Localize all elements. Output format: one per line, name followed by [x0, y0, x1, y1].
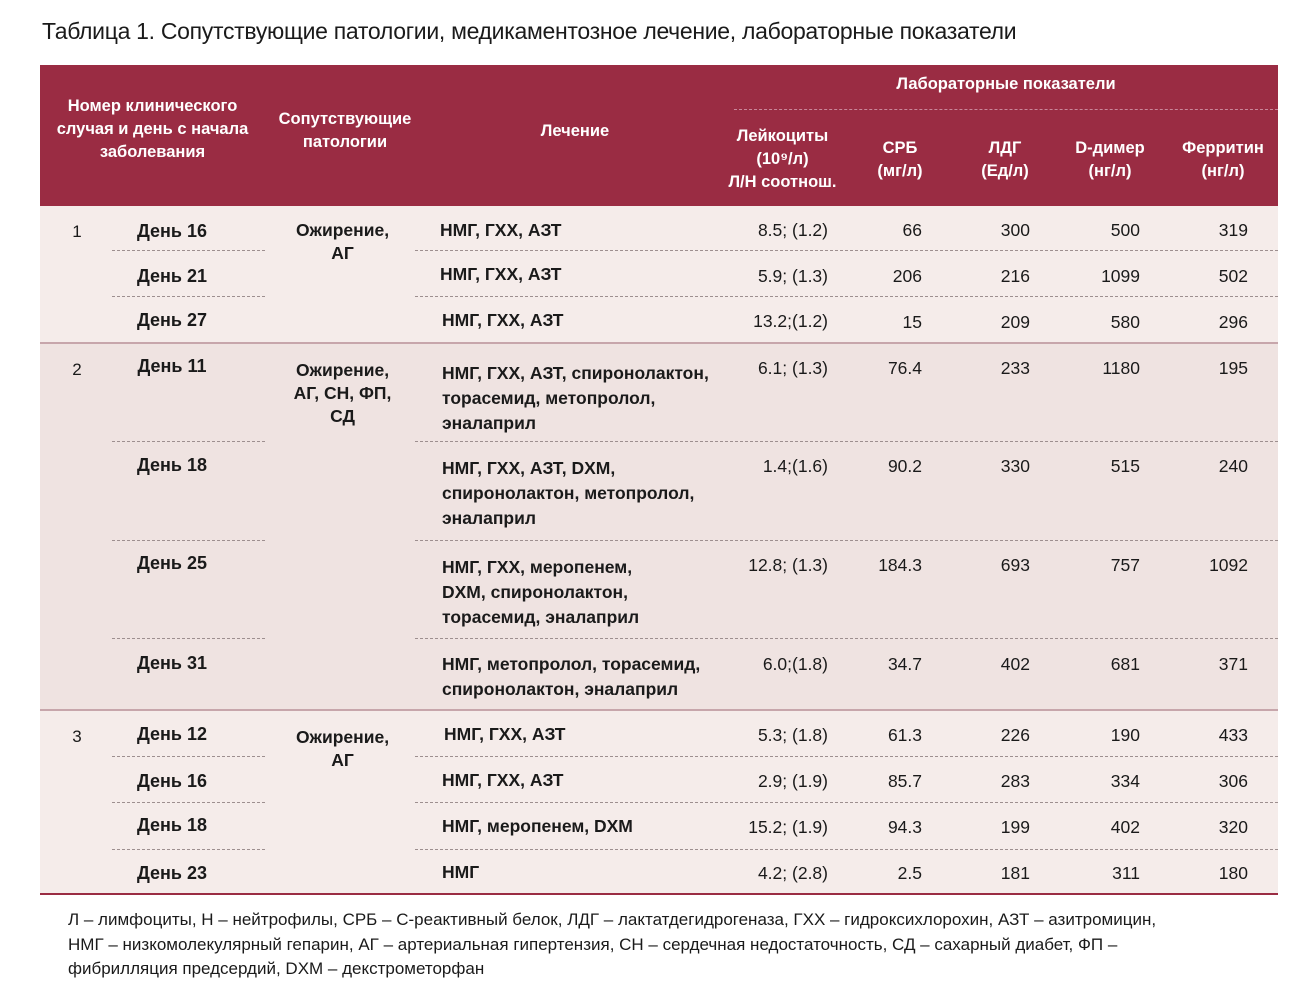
ldg-value: 233 — [1000, 358, 1030, 378]
case-number: 2 — [72, 360, 82, 379]
crp-value: 61.3 — [887, 725, 922, 745]
leukocytes-value: 13.2;(1.2) — [753, 311, 828, 331]
ddimer-value: 1180 — [1102, 358, 1140, 378]
ldg-value: 693 — [1000, 555, 1030, 575]
ferritin-value: 306 — [1218, 771, 1248, 791]
day-label: День 23 — [136, 863, 207, 883]
treatment-cell: НМГ, ГХХ, АЗТ — [442, 770, 564, 790]
row-divider — [415, 849, 1278, 850]
crp-value: 34.7 — [887, 654, 922, 674]
leukocytes-value: 4.2; (2.8) — [757, 863, 828, 883]
header-pathology-column: Сопутствующие патологии — [278, 110, 412, 151]
case-number: 1 — [72, 222, 82, 241]
leukocytes-value: 6.1; (1.3) — [757, 358, 828, 378]
day-label: День 16 — [136, 221, 207, 241]
ferritin-value: 240 — [1218, 456, 1248, 476]
ldg-value: 209 — [1000, 312, 1030, 332]
row-divider — [112, 802, 265, 803]
header-leukocytes-column: Лейкоциты (10⁹/л) Л/Н соотнош. — [728, 127, 837, 191]
table-footnote: Л – лимфоциты, Н – нейтрофилы, СРБ – С-реактивный белок, ЛДГ – лактатдегидрогеназа, ГХХ – гидроксихлорохин, АЗТ – азитромицин, НМГ – низкомолекулярный гепарин, АГ – артериальная гипертензия, СН – сердечная недостаточность, СД – сахарный диабет, ФП – фибрилляция предсердий, DXM – декстрометорфан — [68, 910, 1157, 978]
case-pathology: Ожирение, АГ, СН, ФП, СД — [293, 360, 392, 426]
ldg-value: 330 — [1000, 456, 1030, 476]
row-divider — [112, 638, 265, 639]
ferritin-value: 1092 — [1209, 555, 1248, 575]
crp-value: 94.3 — [887, 817, 922, 837]
header-ferritin-column: Ферритин (нг/л) — [1182, 139, 1264, 180]
header-treatment-column: Лечение — [540, 122, 610, 140]
ferritin-value: 296 — [1218, 312, 1248, 332]
leukocytes-value: 15.2; (1.9) — [748, 817, 828, 837]
leukocytes-value: 5.9; (1.3) — [757, 266, 828, 286]
day-label: День 18 — [136, 815, 207, 835]
treatment-cell: НМГ, ГХХ, АЗТ, DXM, спиронолактон, метопролол, эналаприл — [442, 458, 695, 528]
row-divider — [112, 441, 265, 442]
crp-value: 76.4 — [887, 358, 922, 378]
ferritin-value: 180 — [1218, 863, 1248, 883]
case-pathology: Ожирение, АГ — [295, 220, 390, 263]
row-divider — [415, 441, 1278, 442]
table-title: Таблица 1. Сопутствующие патологии, медикаментозное лечение, лабораторные показатели — [42, 18, 1017, 44]
data-table — [40, 65, 1278, 883]
treatment-cell: НМГ — [442, 862, 480, 882]
ferritin-value: 371 — [1218, 654, 1248, 674]
crp-value: 206 — [892, 266, 922, 286]
table-header — [40, 65, 1278, 207]
leukocytes-value: 8.5; (1.2) — [757, 220, 828, 240]
row-divider — [415, 296, 1278, 297]
crp-value: 85.7 — [887, 771, 922, 791]
treatment-cell: НМГ, ГХХ, АЗТ — [442, 310, 564, 330]
treatment-cell: НМГ, ГХХ, АЗТ, спиронолактон, торасемид, метопролол, эналаприл — [442, 363, 709, 433]
ldg-value: 283 — [1000, 771, 1030, 791]
day-label: День 16 — [136, 771, 207, 791]
leukocytes-value: 2.9; (1.9) — [757, 771, 828, 791]
ldg-value: 300 — [1000, 220, 1030, 240]
header-ddimer-column: D-димер (нг/л) — [1075, 139, 1145, 180]
ldg-value: 226 — [1000, 725, 1030, 745]
day-label: День 27 — [136, 310, 207, 330]
row-divider — [415, 250, 1278, 251]
header-crp-column: СРБ (мг/л) — [877, 139, 923, 180]
leukocytes-value: 1.4;(1.6) — [762, 456, 828, 476]
treatment-cell: НМГ, ГХХ, меропенем, DXM, спиронолактон, торасемид, эналаприл — [442, 557, 640, 627]
ferritin-value: 502 — [1218, 266, 1248, 286]
row-divider — [112, 250, 265, 251]
table-bottom-border — [40, 893, 1278, 895]
row-divider — [112, 756, 265, 757]
row-divider — [415, 638, 1278, 639]
row-divider — [112, 540, 265, 541]
ddimer-value: 311 — [1112, 863, 1140, 883]
row-divider — [415, 802, 1278, 803]
case-number: 3 — [72, 727, 82, 746]
ddimer-value: 500 — [1110, 220, 1140, 240]
ferritin-value: 433 — [1218, 725, 1248, 745]
treatment-cell: НМГ, меропенем, DXM — [442, 816, 633, 836]
case-pathology: Ожирение, АГ — [295, 727, 390, 770]
ddimer-value: 757 — [1110, 555, 1140, 575]
ldg-value: 199 — [1000, 817, 1030, 837]
ddimer-value: 1099 — [1101, 266, 1140, 286]
crp-value: 66 — [902, 220, 922, 240]
header-lab-divider — [734, 109, 1278, 110]
day-label: День 11 — [137, 356, 207, 376]
ddimer-value: 515 — [1110, 456, 1140, 476]
treatment-cell: НМГ, ГХХ, АЗТ — [444, 724, 566, 744]
day-label: День 12 — [136, 724, 207, 744]
ddimer-value: 190 — [1110, 725, 1140, 745]
treatment-cell: НМГ, ГХХ, АЗТ — [440, 264, 562, 284]
leukocytes-value: 6.0;(1.8) — [762, 654, 828, 674]
row-divider — [415, 540, 1278, 541]
crp-value: 2.5 — [897, 863, 922, 883]
ferritin-value: 320 — [1218, 817, 1248, 837]
header-lab-group: Лабораторные показатели — [896, 75, 1116, 93]
crp-value: 184.3 — [878, 555, 922, 575]
crp-value: 15 — [902, 312, 922, 332]
day-label: День 25 — [136, 553, 207, 573]
ddimer-value: 402 — [1110, 817, 1140, 837]
ddimer-value: 334 — [1110, 771, 1140, 791]
ldg-value: 402 — [1000, 654, 1030, 674]
crp-value: 90.2 — [887, 456, 922, 476]
ferritin-value: 319 — [1218, 220, 1248, 240]
day-label: День 21 — [136, 266, 207, 286]
ldg-value: 181 — [1000, 863, 1030, 883]
ddimer-value: 681 — [1110, 654, 1140, 674]
leukocytes-value: 12.8; (1.3) — [748, 555, 828, 575]
row-divider — [112, 296, 265, 297]
ferritin-value: 195 — [1218, 358, 1248, 378]
ddimer-value: 580 — [1110, 312, 1140, 332]
day-label: День 31 — [136, 653, 207, 673]
day-label: День 18 — [136, 455, 207, 475]
row-divider — [415, 756, 1278, 757]
header-ldg-column: ЛДГ (Ед/л) — [981, 139, 1029, 180]
treatment-cell: НМГ, ГХХ, АЗТ — [440, 220, 562, 240]
ldg-value: 216 — [1000, 266, 1030, 286]
row-divider — [112, 849, 265, 850]
header-case-column: Номер клинического случая и день с начала заболевания — [56, 97, 249, 161]
leukocytes-value: 5.3; (1.8) — [757, 725, 828, 745]
treatment-cell: НМГ, метопролол, торасемид, спиронолактон, эналаприл — [442, 654, 701, 699]
